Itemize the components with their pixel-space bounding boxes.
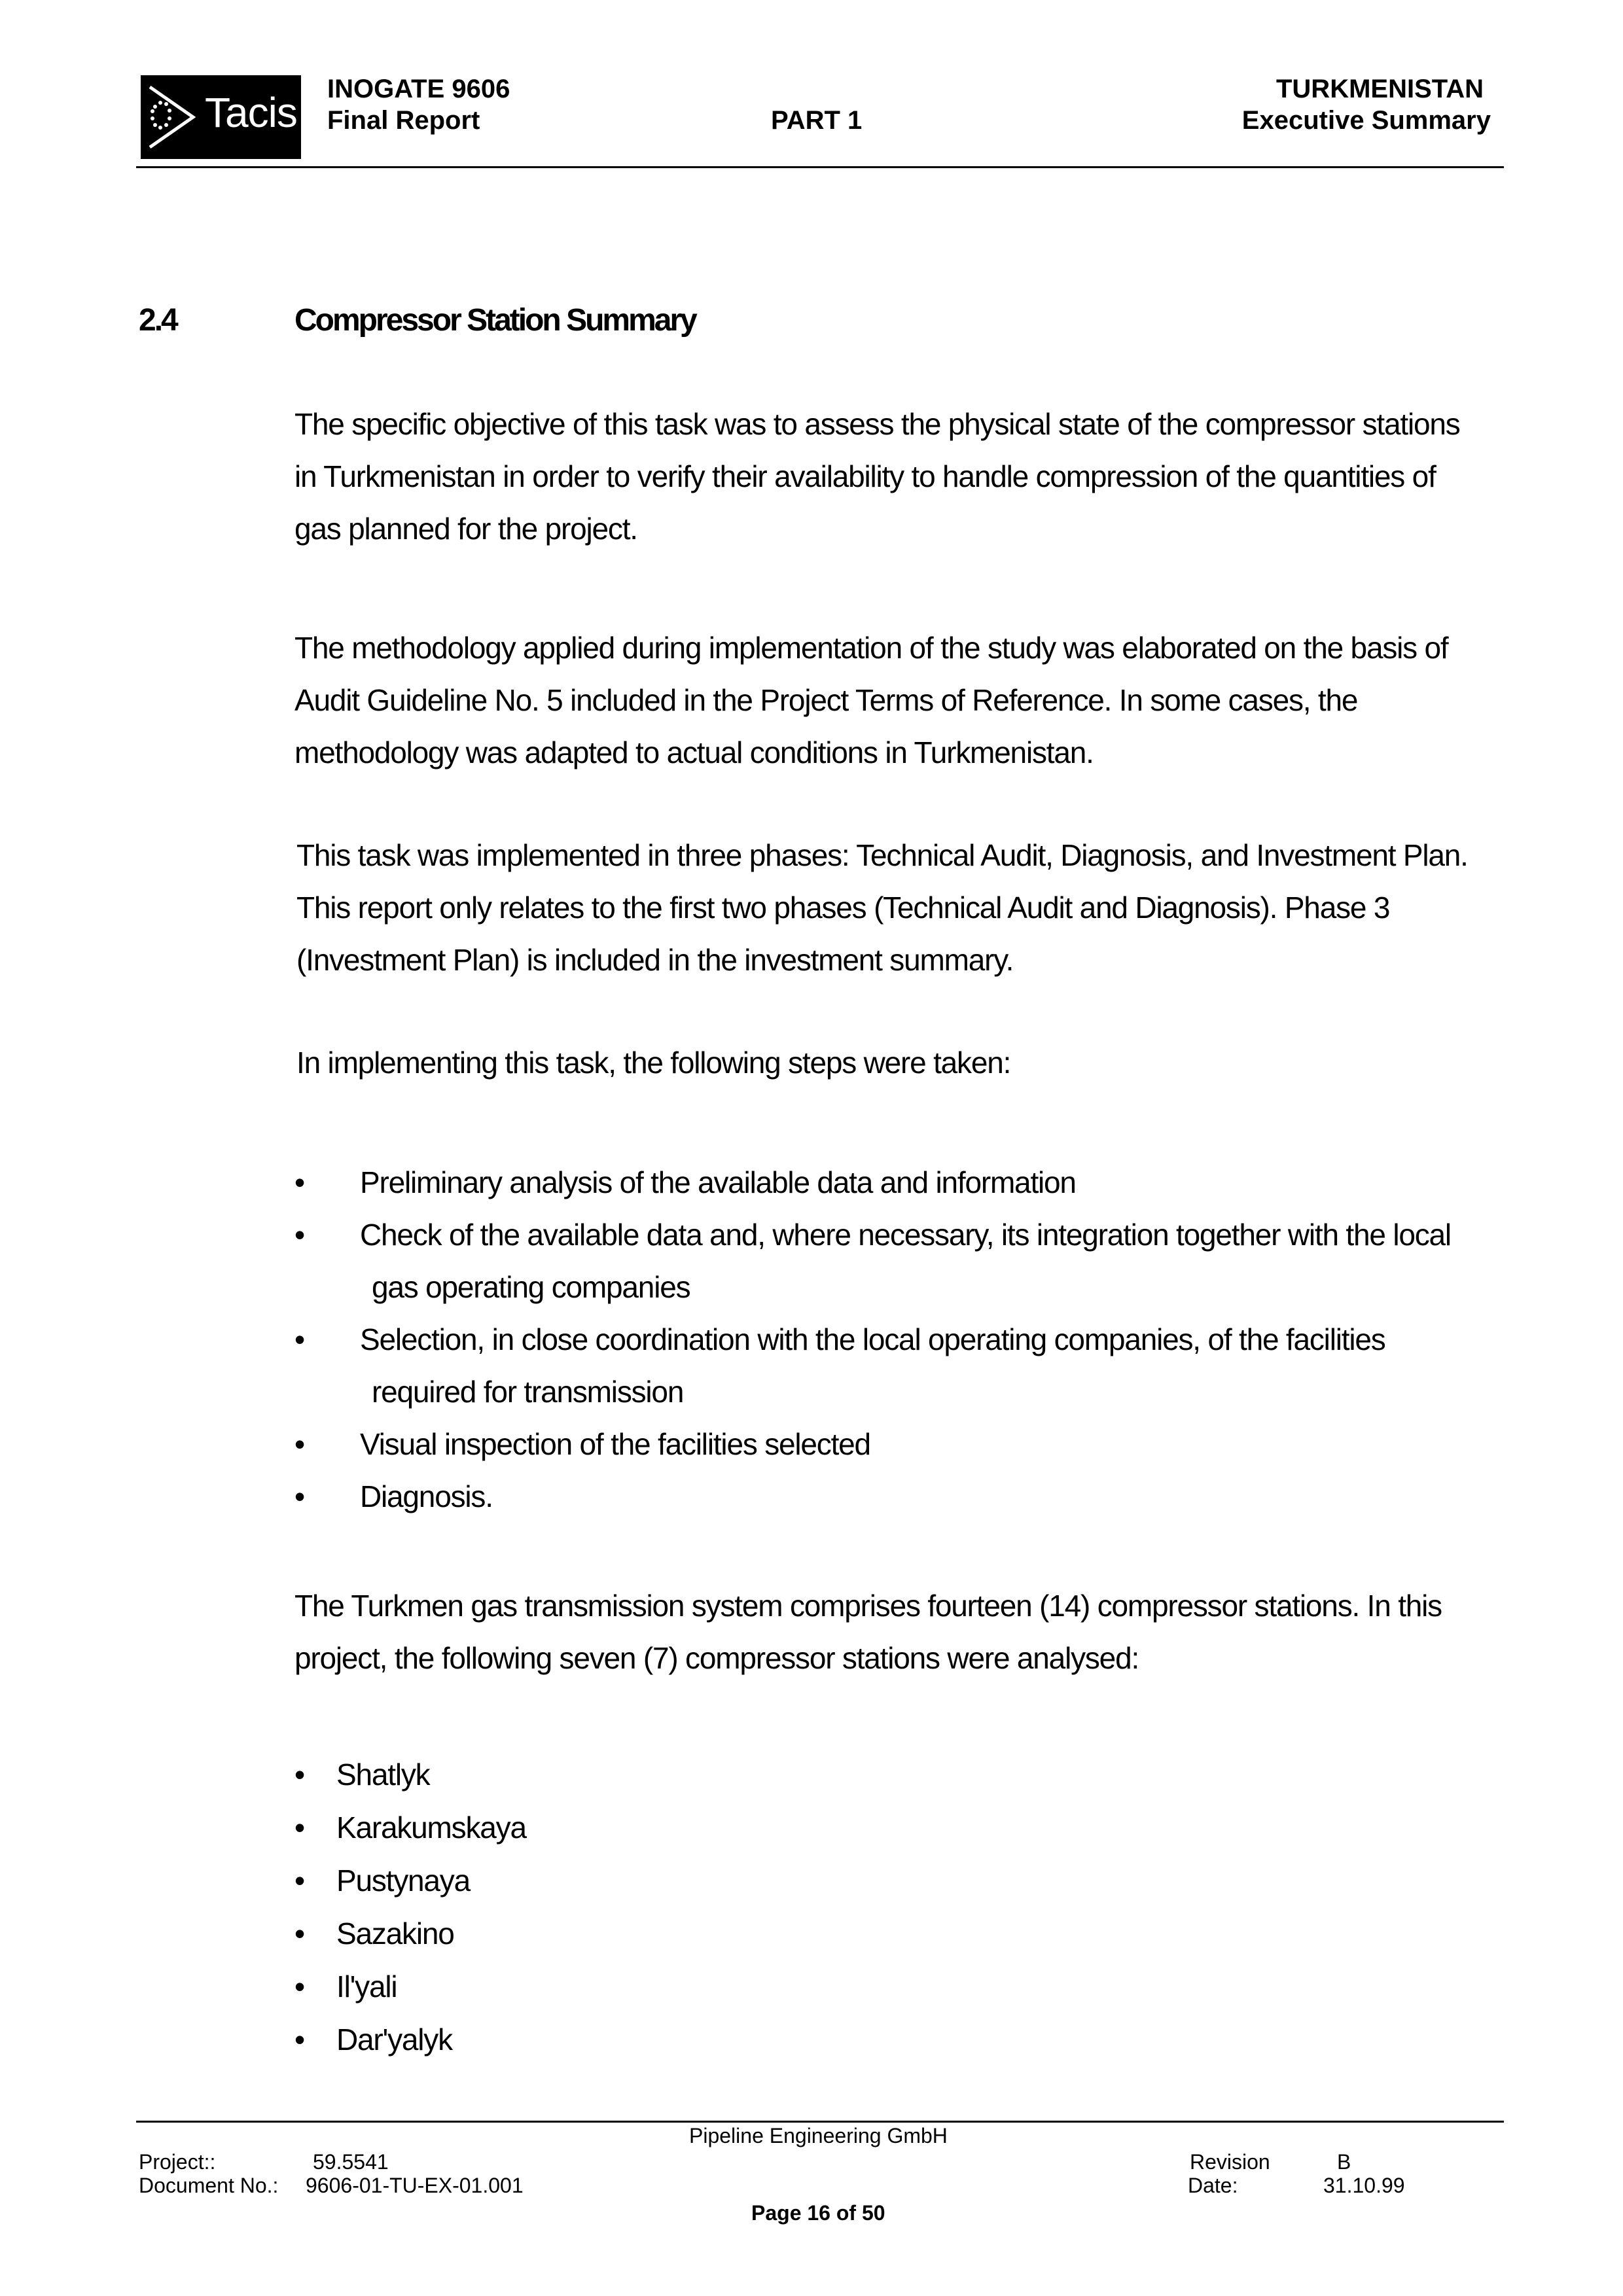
section-title: Compressor Station Summary [294,303,696,338]
paragraph-phases [296,829,1494,986]
bullet: • [294,1757,306,1792]
list-item-text: Diagnosis. [360,1479,493,1513]
footer-project-label: Project:: [139,2150,216,2174]
paragraph-line: This report only relates to the first two phases (Technical Audit and Diagnosis). Phase 3 [296,891,1390,925]
list-item-text: required for transmission [372,1375,684,1409]
paragraph-line: The Turkmen gas transmission system comprises fourteen (14) compressor stations. In this [294,1589,1442,1623]
paragraph-stations-intro [294,1580,1492,1684]
paragraph-line: methodology was adapted to actual conditions in Turkmenistan. [294,735,1094,769]
bullet: • [294,1165,306,1199]
footer-date-label: Date: [1188,2174,1238,2197]
paragraph-line: gas planned for the project. [294,512,637,546]
list-item-text: Selection, in close coordination with the local operating companies, of the facilities [360,1322,1385,1356]
header-country: TURKMENISTAN [1275,75,1484,103]
paragraph-line: This task was implemented in three phases: Technical Audit, Diagnosis, and Investment Plan. [296,838,1468,872]
paragraph-line: In implementing this task, the following steps were taken: [296,1046,1011,1080]
station-name: Shatlyk [336,1757,430,1792]
list-item-text: Visual inspection of the facilities selected [360,1427,870,1461]
section-number: 2.4 [139,303,177,338]
footer-date-value: 31.10.99 [1323,2174,1405,2197]
footer-revision-value: B [1337,2150,1351,2174]
footer-divider [136,2121,1504,2123]
station-name: Karakumskaya [336,1810,526,1845]
tacis-arrow-icon [146,83,205,151]
bullet: • [294,1427,306,1461]
station-name: Pustynaya [336,1863,470,1898]
logo-text: Tacis [205,89,297,136]
footer-page-number: Page 16 of 50 [751,2201,885,2225]
footer-document-label: Document No.: [139,2174,279,2197]
bullet: • [294,1218,306,1252]
bullet: • [294,1810,306,1845]
header-part: PART 1 [771,106,863,135]
paragraph-objective [294,398,1492,555]
station-name: Il'yali [336,1969,397,2004]
paragraph-steps-intro [296,1036,1494,1089]
footer-document-value: 9606-01-TU-EX-01.001 [306,2174,524,2197]
tacis-logo [141,75,301,159]
paragraph-line: project, the following seven (7) compressor stations were analysed: [294,1641,1139,1675]
bullet: • [294,1479,306,1513]
footer-revision-label: Revision [1190,2150,1270,2174]
bullet: • [294,2022,306,2057]
header-section: Executive Summary [1241,106,1491,135]
bullet: • [294,1916,306,1951]
bullet: • [294,1322,306,1356]
paragraph-line: Audit Guideline No. 5 included in the Project Terms of Reference. In some cases, the [294,683,1358,717]
paragraph-line: in Turkmenistan in order to verify their availability to handle compression of the quantities of [294,459,1436,493]
station-name: Dar'yalyk [336,2022,452,2057]
footer-company: Pipeline Engineering GmbH [689,2124,948,2147]
bullet: • [294,1969,306,2004]
header-report-type: Final Report [327,106,480,135]
header-divider [136,166,1504,168]
bullet: • [294,1863,306,1898]
paragraph-line: The specific objective of this task was to assess the physical state of the compressor stations [294,407,1460,441]
paragraph-methodology [294,622,1492,779]
station-name: Sazakino [336,1916,454,1951]
paragraph-line: The methodology applied during implementation of the study was elaborated on the basis of [294,631,1448,665]
header-project-code: INOGATE 9606 [327,75,510,103]
list-item-text: Check of the available data and, where necessary, its integration together with the local [360,1218,1451,1252]
list-item-text: gas operating companies [372,1270,690,1304]
footer-project-value: 59.5541 [313,2150,389,2174]
paragraph-line: (Investment Plan) is included in the investment summary. [296,943,1014,977]
list-item-text: Preliminary analysis of the available data and information [360,1165,1076,1199]
